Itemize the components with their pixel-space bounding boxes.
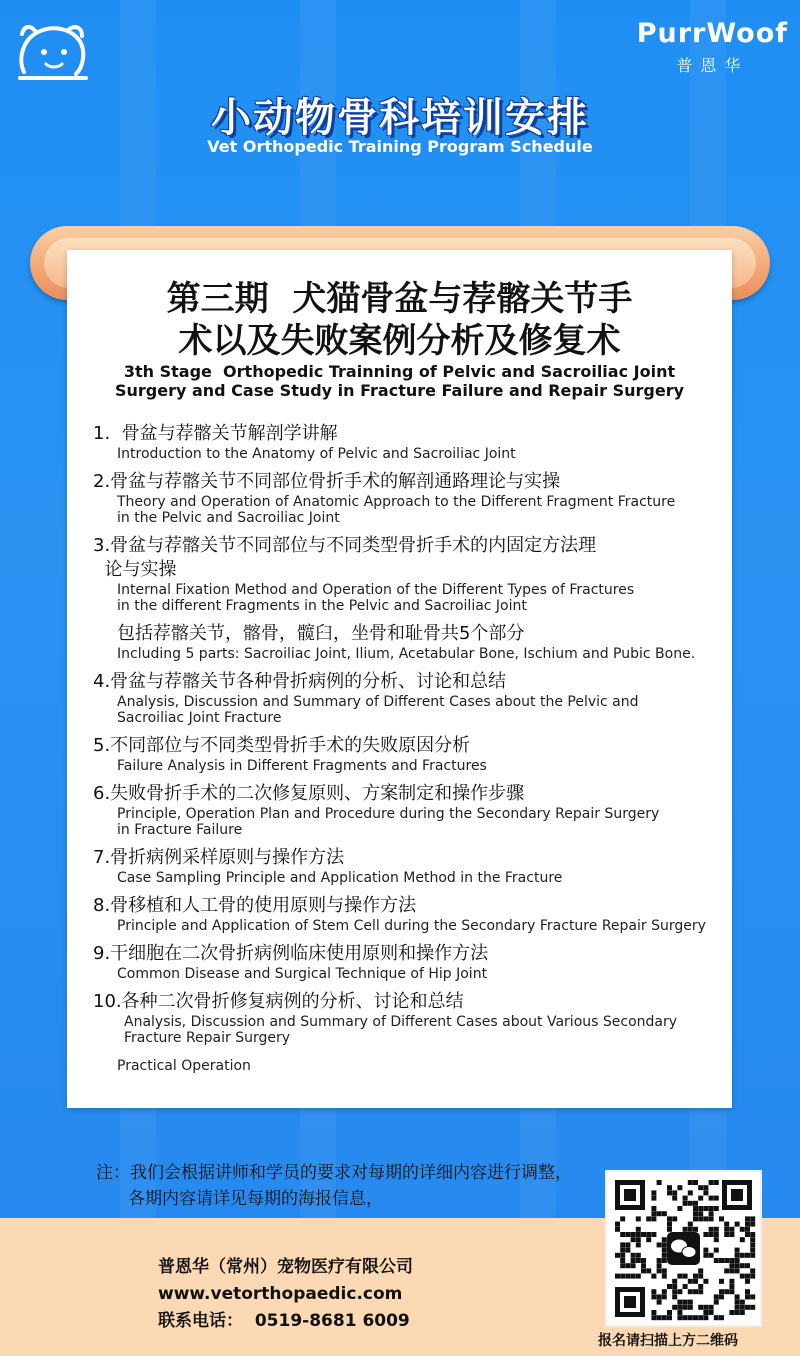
purrwoof-pet-logo-icon bbox=[16, 22, 90, 82]
practical-operation: Practical Operation bbox=[117, 1058, 251, 1074]
course-item-en: Failure Analysis in Different Fragments and Fractures bbox=[117, 758, 487, 774]
course-item-extra-cn: 包括荐髂关节，髂骨，髋臼，坐骨和耻骨共5个部分 bbox=[117, 623, 525, 644]
course-item-en: in Fracture Failure bbox=[117, 822, 243, 838]
course-item-cn: 5.不同部位与不同类型骨折手术的失败原因分析 bbox=[93, 735, 471, 756]
course-item bbox=[93, 990, 723, 1046]
qr-caption: 报名请扫描上方二维码 bbox=[598, 1333, 738, 1349]
brand-logo bbox=[637, 18, 788, 76]
stage-title-en bbox=[67, 362, 732, 400]
course-item-en: in the Pelvic and Sacroiliac Joint bbox=[117, 510, 340, 526]
stage-title-cn-line2: 术以及失败案例分析及修复术 bbox=[178, 321, 621, 361]
company-website[interactable]: www.vetorthopaedic.com bbox=[158, 1284, 403, 1304]
note-line-2: 各期内容请详见每期的海报信息， bbox=[128, 1189, 383, 1209]
stage-title-en-line2: Surgery and Case Study in Fracture Failure and Repair Surgery bbox=[114, 381, 685, 400]
brand-name-cn: 普恩华 bbox=[676, 56, 749, 75]
course-item bbox=[93, 470, 723, 526]
page-subtitle: Vet Orthopedic Training Program Schedule bbox=[207, 137, 593, 156]
schedule-paper bbox=[67, 250, 732, 1108]
course-item-en: Sacroiliac Joint Fracture bbox=[117, 710, 282, 726]
course-item-cn-cont: 论与实操 bbox=[93, 559, 177, 580]
course-item bbox=[93, 534, 723, 662]
course-item-en: Theory and Operation of Anatomic Approach to the Different Fragment Fracture bbox=[117, 494, 676, 510]
course-item-cn: 2.骨盆与荐髂关节不同部位骨折手术的解剖通路理论与实操 bbox=[93, 471, 561, 492]
course-item-en: in the different Fragments in the Pelvic and Sacroiliac Joint bbox=[117, 598, 527, 614]
course-item bbox=[93, 670, 723, 726]
course-item-en: Case Sampling Principle and Application Method in the Fracture bbox=[117, 870, 563, 886]
course-item-cn: 4.骨盆与荐髂关节各种骨折病例的分析、讨论和总结 bbox=[93, 671, 507, 692]
course-item-cn: 6.失败骨折手术的二次修复原则、方案制定和操作步骤 bbox=[93, 783, 525, 804]
course-item bbox=[93, 734, 723, 774]
course-item-en: Common Disease and Surgical Technique of Hip Joint bbox=[117, 966, 488, 982]
stage-title-en-line1: 3th Stage Orthopedic Trainning of Pelvic and Sacroiliac Joint bbox=[123, 362, 676, 381]
course-item-extra-en: Including 5 parts: Sacroiliac Joint, Ilium, Acetabular Bone, Ischium and Pubic Bone. bbox=[117, 646, 696, 662]
course-item-en: Principle, Operation Plan and Procedure during the Secondary Repair Surgery bbox=[117, 806, 660, 822]
course-item bbox=[93, 782, 723, 838]
company-phone: 联系电话： 0519-8681 6009 bbox=[158, 1311, 410, 1331]
course-item-en: Fracture Repair Surgery bbox=[124, 1030, 291, 1046]
brand-name-en: PurrWoof bbox=[636, 18, 788, 49]
course-item-cn: 3.骨盆与荐髂关节不同部位与不同类型骨折手术的内固定方法理 bbox=[93, 535, 597, 556]
stage-title-cn bbox=[67, 278, 732, 362]
course-item-en: Analysis, Discussion and Summary of Different Cases about Various Secondary bbox=[124, 1014, 678, 1030]
course-item bbox=[93, 894, 723, 934]
course-item-cn: 10.各种二次骨折修复病例的分析、讨论和总结 bbox=[93, 991, 464, 1012]
course-item-en: Internal Fixation Method and Operation of the Different Types of Fractures bbox=[117, 582, 635, 598]
course-item-en: Principle and Application of Stem Cell during the Secondary Fracture Repair Surgery bbox=[117, 918, 706, 934]
course-item-cn: 1. 骨盆与荐髂关节解剖学讲解 bbox=[93, 423, 338, 444]
schedule-note bbox=[96, 1160, 572, 1212]
course-item bbox=[93, 846, 723, 886]
course-item-cn: 7.骨折病例采样原则与操作方法 bbox=[93, 847, 345, 868]
course-item bbox=[93, 422, 723, 462]
course-item bbox=[93, 942, 723, 982]
course-item-cn: 9.干细胞在二次骨折病例临床使用原则和操作方法 bbox=[93, 943, 489, 964]
page-title: 小动物骨科培训安排 bbox=[211, 95, 589, 141]
note-line-1: 注：我们会根据讲师和学员的要求对每期的详细内容进行调整， bbox=[96, 1163, 572, 1183]
company-name: 普恩华（常州）宠物医疗有限公司 bbox=[158, 1257, 413, 1277]
stage-title-cn-line1: 第三期 犬猫骨盆与荐髂关节手 bbox=[166, 279, 633, 319]
wechat-qr-code[interactable] bbox=[605, 1170, 762, 1327]
course-item-en: Introduction to the Anatomy of Pelvic and Sacroiliac Joint bbox=[117, 446, 516, 462]
company-info bbox=[158, 1254, 413, 1335]
course-item-en: Analysis, Discussion and Summary of Different Cases about the Pelvic and bbox=[117, 694, 639, 710]
course-item-cn: 8.骨移植和人工骨的使用原则与操作方法 bbox=[93, 895, 417, 916]
course-list bbox=[93, 422, 723, 1074]
